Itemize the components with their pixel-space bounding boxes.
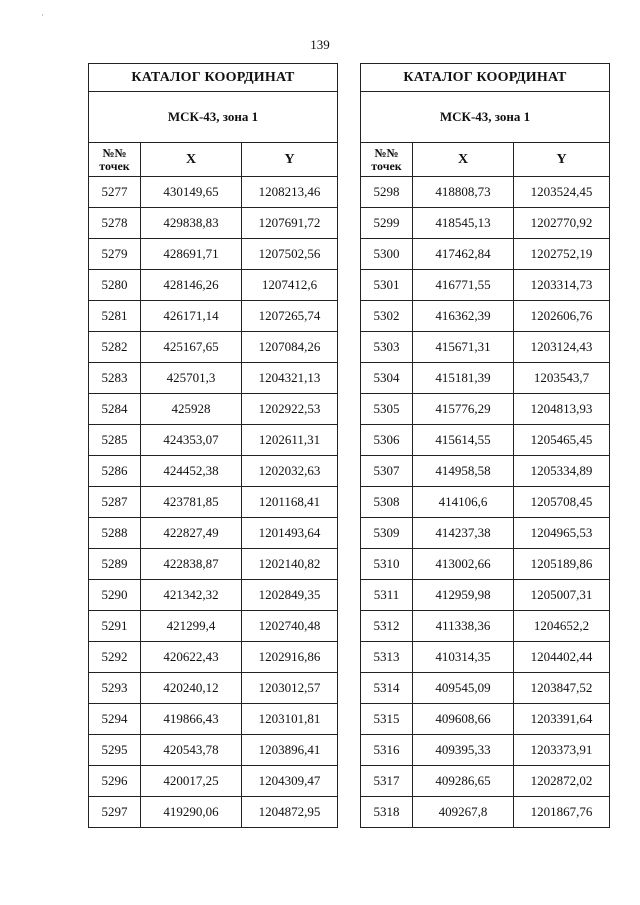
x-coordinate-cell: 418545,13 (413, 208, 514, 239)
x-coordinate-cell: 428146,26 (141, 270, 242, 301)
y-coordinate-cell: 1202922,53 (242, 394, 338, 425)
y-coordinate-cell: 1204813,93 (514, 394, 610, 425)
point-number-cell: 5288 (89, 518, 141, 549)
point-number-cell: 5302 (361, 301, 413, 332)
x-coordinate-cell: 411338,36 (413, 611, 514, 642)
y-coordinate-cell: 1205189,86 (514, 549, 610, 580)
table-row (89, 239, 338, 270)
table-row (361, 363, 610, 394)
table-row (89, 487, 338, 518)
point-number-header-line2: точек (371, 158, 402, 173)
coordinate-catalog-table-left (88, 63, 338, 828)
x-coordinate-cell: 415671,31 (413, 332, 514, 363)
x-column-header: X (413, 143, 514, 177)
point-number-cell: 5316 (361, 735, 413, 766)
x-coordinate-cell: 415614,55 (413, 425, 514, 456)
point-number-cell: 5291 (89, 611, 141, 642)
table-row (361, 549, 610, 580)
y-coordinate-cell: 1202872,02 (514, 766, 610, 797)
point-number-cell: 5296 (89, 766, 141, 797)
x-coordinate-cell: 422838,87 (141, 549, 242, 580)
y-coordinate-cell: 1208213,46 (242, 177, 338, 208)
point-number-cell: 5297 (89, 797, 141, 828)
x-coordinate-cell: 421342,32 (141, 580, 242, 611)
table-row (361, 797, 610, 828)
x-coordinate-cell: 423781,85 (141, 487, 242, 518)
table-row (89, 611, 338, 642)
point-number-cell: 5289 (89, 549, 141, 580)
point-number-cell: 5281 (89, 301, 141, 332)
table-row (89, 673, 338, 704)
point-number-cell: 5285 (89, 425, 141, 456)
table-row (89, 456, 338, 487)
point-number-cell: 5283 (89, 363, 141, 394)
y-coordinate-cell: 1204309,47 (242, 766, 338, 797)
table-row (361, 332, 610, 363)
table-row (89, 208, 338, 239)
table-row (361, 456, 610, 487)
x-coordinate-cell: 412959,98 (413, 580, 514, 611)
y-column-header: Y (242, 143, 338, 177)
point-number-cell: 5313 (361, 642, 413, 673)
point-number-cell: 5284 (89, 394, 141, 425)
point-number-cell: 5279 (89, 239, 141, 270)
x-coordinate-cell: 418808,73 (413, 177, 514, 208)
point-number-cell: 5309 (361, 518, 413, 549)
x-coordinate-cell: 413002,66 (413, 549, 514, 580)
coordinate-rows (361, 177, 610, 828)
table-row (361, 239, 610, 270)
table-row (89, 518, 338, 549)
table-row (361, 704, 610, 735)
y-coordinate-cell: 1201867,76 (514, 797, 610, 828)
y-coordinate-cell: 1202611,31 (242, 425, 338, 456)
table-row (89, 766, 338, 797)
y-coordinate-cell: 1204872,95 (242, 797, 338, 828)
table-row (361, 270, 610, 301)
table-row (89, 270, 338, 301)
table-row (89, 394, 338, 425)
y-coordinate-cell: 1204652,2 (514, 611, 610, 642)
table-row (89, 735, 338, 766)
point-number-cell: 5290 (89, 580, 141, 611)
x-coordinate-cell: 414958,58 (413, 456, 514, 487)
point-number-cell: 5317 (361, 766, 413, 797)
point-number-header-line1: №№ (102, 145, 127, 160)
table-row (361, 735, 610, 766)
x-coordinate-cell: 416771,55 (413, 270, 514, 301)
x-coordinate-cell: 430149,65 (141, 177, 242, 208)
y-coordinate-cell: 1207412,6 (242, 270, 338, 301)
point-number-cell: 5299 (361, 208, 413, 239)
table-row (89, 301, 338, 332)
y-coordinate-cell: 1203524,45 (514, 177, 610, 208)
x-coordinate-cell: 409545,09 (413, 673, 514, 704)
point-number-cell: 5314 (361, 673, 413, 704)
table-row (361, 177, 610, 208)
point-number-cell: 5310 (361, 549, 413, 580)
y-coordinate-cell: 1203391,64 (514, 704, 610, 735)
x-coordinate-cell: 422827,49 (141, 518, 242, 549)
point-number-cell: 5301 (361, 270, 413, 301)
y-coordinate-cell: 1202752,19 (514, 239, 610, 270)
point-number-cell: 5318 (361, 797, 413, 828)
table-row (361, 487, 610, 518)
point-number-cell: 5300 (361, 239, 413, 270)
y-coordinate-cell: 1203101,81 (242, 704, 338, 735)
y-coordinate-cell: 1203896,41 (242, 735, 338, 766)
y-coordinate-cell: 1205465,45 (514, 425, 610, 456)
table-row (89, 177, 338, 208)
x-coordinate-cell: 410314,35 (413, 642, 514, 673)
y-coordinate-cell: 1205334,89 (514, 456, 610, 487)
x-coordinate-cell: 409608,66 (413, 704, 514, 735)
x-coordinate-cell: 415776,29 (413, 394, 514, 425)
y-column-header: Y (514, 143, 610, 177)
x-coordinate-cell: 425167,65 (141, 332, 242, 363)
y-coordinate-cell: 1207502,56 (242, 239, 338, 270)
y-coordinate-cell: 1202740,48 (242, 611, 338, 642)
point-number-cell: 5307 (361, 456, 413, 487)
point-number-cell: 5292 (89, 642, 141, 673)
x-coordinate-cell: 420622,43 (141, 642, 242, 673)
x-coordinate-cell: 409267,8 (413, 797, 514, 828)
table-row (89, 642, 338, 673)
point-number-cell: 5315 (361, 704, 413, 735)
y-coordinate-cell: 1201168,41 (242, 487, 338, 518)
coordinate-catalog-table-right (360, 63, 610, 828)
point-number-cell: 5278 (89, 208, 141, 239)
x-coordinate-cell: 424353,07 (141, 425, 242, 456)
x-coordinate-cell: 426171,14 (141, 301, 242, 332)
x-coordinate-cell: 429838,83 (141, 208, 242, 239)
table-row (361, 301, 610, 332)
table-row (361, 208, 610, 239)
coordinate-system-zone: МСК-43, зона 1 (89, 92, 338, 143)
y-coordinate-cell: 1207084,26 (242, 332, 338, 363)
y-coordinate-cell: 1201493,64 (242, 518, 338, 549)
y-coordinate-cell: 1202140,82 (242, 549, 338, 580)
y-coordinate-cell: 1204321,13 (242, 363, 338, 394)
point-number-cell: 5282 (89, 332, 141, 363)
point-number-cell: 5306 (361, 425, 413, 456)
y-coordinate-cell: 1202606,76 (514, 301, 610, 332)
point-number-cell: 5304 (361, 363, 413, 394)
table-row (361, 642, 610, 673)
y-coordinate-cell: 1202916,86 (242, 642, 338, 673)
x-coordinate-cell: 420240,12 (141, 673, 242, 704)
table-row (361, 425, 610, 456)
table-row (89, 425, 338, 456)
page-corner-mark: · (41, 10, 44, 20)
point-number-header (89, 143, 141, 177)
page-number: 139 (310, 37, 330, 52)
y-coordinate-cell: 1203314,73 (514, 270, 610, 301)
table-row (361, 673, 610, 704)
table-row (361, 766, 610, 797)
coordinate-system-zone: МСК-43, зона 1 (361, 92, 610, 143)
x-coordinate-cell: 409395,33 (413, 735, 514, 766)
x-coordinate-cell: 428691,71 (141, 239, 242, 270)
table-row (89, 332, 338, 363)
point-number-cell: 5312 (361, 611, 413, 642)
table-row (89, 580, 338, 611)
point-number-cell: 5303 (361, 332, 413, 363)
x-column-header: X (141, 143, 242, 177)
point-number-cell: 5294 (89, 704, 141, 735)
y-coordinate-cell: 1203543,7 (514, 363, 610, 394)
table-row (361, 394, 610, 425)
y-coordinate-cell: 1204402,44 (514, 642, 610, 673)
y-coordinate-cell: 1202770,92 (514, 208, 610, 239)
y-coordinate-cell: 1207265,74 (242, 301, 338, 332)
y-coordinate-cell: 1205708,45 (514, 487, 610, 518)
x-coordinate-cell: 424452,38 (141, 456, 242, 487)
point-number-cell: 5287 (89, 487, 141, 518)
point-number-cell: 5311 (361, 580, 413, 611)
x-coordinate-cell: 416362,39 (413, 301, 514, 332)
point-number-cell: 5308 (361, 487, 413, 518)
catalog-title: КАТАЛОГ КООРДИНАТ (89, 64, 338, 92)
catalog-title: КАТАЛОГ КООРДИНАТ (361, 64, 610, 92)
coordinate-rows (89, 177, 338, 828)
table-row (361, 518, 610, 549)
y-coordinate-cell: 1202849,35 (242, 580, 338, 611)
x-coordinate-cell: 420543,78 (141, 735, 242, 766)
point-number-cell: 5286 (89, 456, 141, 487)
table-row (89, 363, 338, 394)
point-number-header-line2: точек (99, 158, 130, 173)
point-number-cell: 5277 (89, 177, 141, 208)
y-coordinate-cell: 1203124,43 (514, 332, 610, 363)
x-coordinate-cell: 417462,84 (413, 239, 514, 270)
x-coordinate-cell: 419290,06 (141, 797, 242, 828)
y-coordinate-cell: 1203012,57 (242, 673, 338, 704)
point-number-header-line1: №№ (374, 145, 399, 160)
y-coordinate-cell: 1204965,53 (514, 518, 610, 549)
point-number-cell: 5280 (89, 270, 141, 301)
table-row (89, 549, 338, 580)
x-coordinate-cell: 421299,4 (141, 611, 242, 642)
y-coordinate-cell: 1202032,63 (242, 456, 338, 487)
x-coordinate-cell: 414106,6 (413, 487, 514, 518)
x-coordinate-cell: 425701,3 (141, 363, 242, 394)
y-coordinate-cell: 1207691,72 (242, 208, 338, 239)
x-coordinate-cell: 419866,43 (141, 704, 242, 735)
x-coordinate-cell: 415181,39 (413, 363, 514, 394)
point-number-cell: 5298 (361, 177, 413, 208)
table-row (361, 580, 610, 611)
x-coordinate-cell: 420017,25 (141, 766, 242, 797)
point-number-cell: 5295 (89, 735, 141, 766)
table-row (89, 797, 338, 828)
x-coordinate-cell: 425928 (141, 394, 242, 425)
y-coordinate-cell: 1203373,91 (514, 735, 610, 766)
y-coordinate-cell: 1203847,52 (514, 673, 610, 704)
table-row (89, 704, 338, 735)
point-number-header (361, 143, 413, 177)
point-number-cell: 5305 (361, 394, 413, 425)
table-row (361, 611, 610, 642)
point-number-cell: 5293 (89, 673, 141, 704)
y-coordinate-cell: 1205007,31 (514, 580, 610, 611)
x-coordinate-cell: 414237,38 (413, 518, 514, 549)
x-coordinate-cell: 409286,65 (413, 766, 514, 797)
